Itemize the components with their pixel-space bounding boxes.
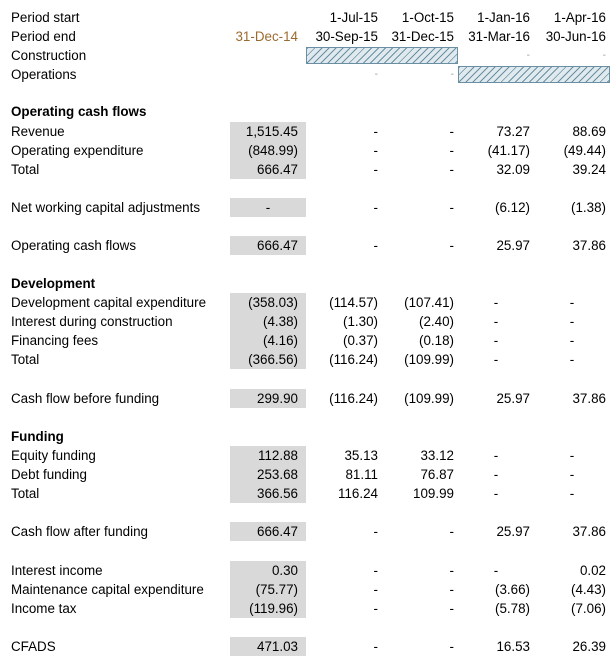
period-start-q1: 1-Jul-15: [329, 10, 378, 25]
value-q3: -: [493, 486, 499, 501]
value-q3: 25.97: [496, 391, 530, 406]
value-q2: 109.99: [413, 486, 454, 501]
table-row: [0, 580, 612, 599]
table-row: [0, 198, 612, 217]
value-q2: -: [449, 563, 454, 578]
value-q3: -: [493, 563, 499, 578]
row-label: Development capital expenditure: [11, 295, 207, 310]
row-label: Total: [11, 162, 40, 177]
value-q1: 81.11: [345, 467, 378, 482]
value-q2: 33.12: [420, 448, 454, 463]
value-q1: -: [373, 200, 378, 215]
value-q2: (109.99): [404, 391, 454, 406]
value-q2: -: [449, 200, 454, 215]
value-q2: 76.87: [420, 467, 454, 482]
table-row: [0, 561, 612, 580]
operations-row: [0, 65, 612, 84]
value-q3: -: [493, 333, 499, 348]
period-end-q2: 31-Dec-15: [391, 29, 454, 44]
value-q4: -: [569, 314, 575, 329]
value-q2: (107.41): [404, 295, 454, 310]
value-opening: 471.03: [230, 637, 306, 656]
row-label: Income tax: [11, 601, 77, 616]
period-end-opening: 31-Dec-14: [235, 29, 298, 44]
value-q3: -: [493, 467, 499, 482]
value-q3: 32.09: [496, 162, 530, 177]
value-q2: -: [449, 238, 454, 253]
value-q1: (116.24): [329, 352, 378, 367]
value-q4: -: [569, 486, 575, 501]
row-label: Equity funding: [11, 448, 96, 463]
value-q4: -: [569, 295, 575, 310]
period-end-q3: 31-Mar-16: [468, 29, 530, 44]
value-q4: 26.39: [572, 639, 606, 654]
value-q1: (1.30): [343, 314, 378, 329]
value-opening: 366.56: [230, 484, 306, 503]
table-row: [0, 484, 612, 503]
value-q3: 73.27: [496, 124, 530, 139]
value-opening: 299.90: [230, 389, 306, 408]
table-row: [0, 122, 612, 141]
period-start-q3: 1-Jan-16: [477, 10, 530, 25]
value-q4: (49.44): [563, 143, 606, 158]
row-label: Financing fees: [11, 333, 99, 348]
value-opening: 1,515.45: [230, 122, 306, 141]
value-q3: (6.12): [495, 200, 530, 215]
row-label: Cash flow after funding: [11, 524, 148, 539]
table-row: [0, 236, 612, 255]
row-label: Cash flow before funding: [11, 391, 160, 406]
operations-flag-bar: [458, 66, 610, 83]
value-q2: -: [449, 162, 454, 177]
value-q1: -: [373, 639, 378, 654]
period-start-q2: 1-Oct-15: [401, 10, 454, 25]
row-label: Interest income: [11, 563, 103, 578]
period-end-row: [0, 27, 612, 46]
value-opening: 666.47: [230, 522, 306, 541]
construction-dash-q4: -: [602, 50, 606, 61]
section-funding: [0, 427, 612, 446]
period-end-q4: 30-Jun-16: [545, 29, 606, 44]
table-row: [0, 160, 612, 179]
value-q3: (5.78): [495, 601, 530, 616]
table-row: [0, 446, 612, 465]
table-row: [0, 389, 612, 408]
operations-dash-q2: -: [450, 69, 454, 80]
row-label: Revenue: [11, 124, 65, 139]
value-q3: -: [493, 352, 499, 367]
value-q1: (0.37): [343, 333, 378, 348]
value-q2: -: [449, 143, 454, 158]
table-row: [0, 312, 612, 331]
value-q3: (41.17): [487, 143, 530, 158]
value-q4: (1.38): [571, 200, 606, 215]
value-q1: -: [373, 162, 378, 177]
value-q1: -: [373, 601, 378, 616]
value-q1: -: [373, 143, 378, 158]
row-label: Maintenance capital expenditure: [11, 582, 204, 597]
value-q3: -: [493, 448, 499, 463]
row-label: Interest during construction: [11, 314, 173, 329]
value-q4: (7.06): [571, 601, 606, 616]
value-q3: 25.97: [496, 238, 530, 253]
value-opening: -: [230, 198, 306, 217]
value-opening: 253.68: [230, 465, 306, 484]
value-q4: 37.86: [572, 238, 606, 253]
row-label: Operating cash flows: [11, 238, 137, 253]
table-row: [0, 522, 612, 541]
construction-dash-q3: -: [526, 50, 530, 61]
value-q3: -: [493, 314, 499, 329]
period-start-label: Period start: [11, 10, 80, 25]
value-q1: 116.24: [338, 486, 378, 501]
period-start-q4: 1-Apr-16: [553, 10, 606, 25]
section-development-title: Development: [11, 276, 96, 291]
value-q1: -: [373, 524, 378, 539]
value-q1: -: [373, 582, 378, 597]
value-opening: (366.56): [230, 350, 306, 369]
value-q2: -: [449, 639, 454, 654]
value-q2: (2.40): [419, 314, 454, 329]
table-row: [0, 465, 612, 484]
value-q2: -: [449, 524, 454, 539]
section-development: [0, 274, 612, 293]
construction-label: Construction: [11, 48, 87, 63]
table-row: [0, 350, 612, 369]
period-end-label: Period end: [11, 29, 76, 44]
operations-label: Operations: [11, 67, 77, 82]
value-opening: 0.30: [230, 561, 306, 580]
value-opening: 666.47: [230, 236, 306, 255]
table-row: [0, 599, 612, 618]
section-funding-title: Funding: [11, 429, 64, 444]
value-q2: -: [449, 601, 454, 616]
section-operating: [0, 102, 612, 121]
value-opening: 666.47: [230, 160, 306, 179]
value-q3: (3.66): [495, 582, 530, 597]
value-q4: (4.43): [571, 582, 606, 597]
value-q3: -: [493, 295, 499, 310]
value-q1: 35.13: [344, 448, 378, 463]
row-label: Total: [11, 352, 40, 367]
row-label: Operating expenditure: [11, 143, 144, 158]
value-q4: 0.02: [579, 563, 606, 578]
construction-flag-bar: [306, 47, 458, 64]
value-q1: (114.57): [329, 295, 378, 310]
table-row: [0, 331, 612, 350]
value-q4: 88.69: [572, 124, 606, 139]
value-q4: 37.86: [572, 524, 606, 539]
period-start-row: [0, 8, 612, 27]
row-label: CFADS: [11, 639, 56, 654]
operations-dash-q1: -: [374, 69, 378, 80]
value-opening: (4.38): [230, 312, 306, 331]
value-q4: -: [569, 467, 575, 482]
table-row: [0, 637, 612, 656]
value-q2: -: [449, 124, 454, 139]
value-q4: 37.86: [572, 391, 606, 406]
value-q2: (109.99): [404, 352, 454, 367]
value-q1: (116.24): [329, 391, 378, 406]
value-q4: 39.24: [572, 162, 606, 177]
period-end-q1: 30-Sep-15: [315, 29, 378, 44]
section-operating-title: Operating cash flows: [11, 104, 147, 119]
value-q4: -: [569, 352, 575, 367]
value-q4: -: [569, 333, 575, 348]
value-q2: (0.18): [419, 333, 454, 348]
value-opening: (4.16): [230, 331, 306, 350]
row-label: Debt funding: [11, 467, 87, 482]
row-label: Total: [11, 486, 40, 501]
value-q3: 25.97: [496, 524, 530, 539]
value-q1: -: [373, 124, 378, 139]
value-opening: (75.77): [230, 580, 306, 599]
value-opening: (848.99): [230, 141, 306, 160]
value-opening: (358.03): [230, 293, 306, 312]
value-q1: -: [373, 238, 378, 253]
row-label: Net working capital adjustments: [11, 200, 201, 215]
value-q4: -: [569, 448, 575, 463]
construction-row: [0, 46, 612, 65]
table-row: [0, 141, 612, 160]
value-q3: 16.53: [496, 639, 530, 654]
value-q1: -: [373, 563, 378, 578]
value-opening: (119.96): [230, 599, 306, 618]
value-q2: -: [449, 582, 454, 597]
table-row: [0, 293, 612, 312]
value-opening: 112.88: [230, 446, 306, 465]
